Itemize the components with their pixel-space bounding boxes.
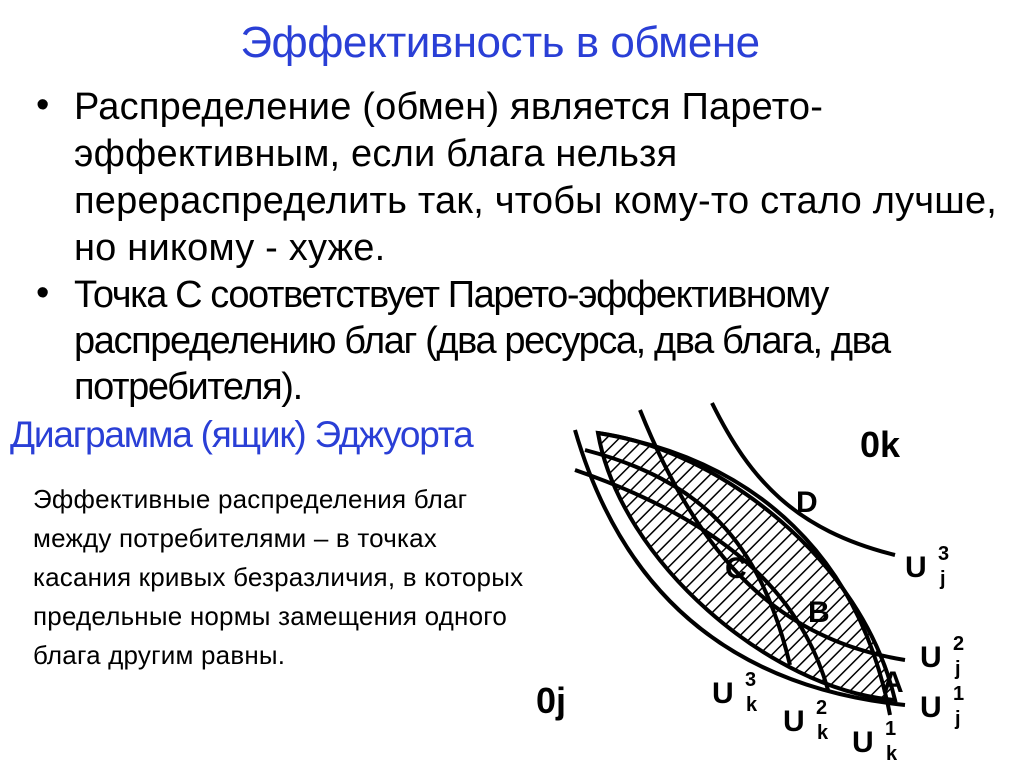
curve-label-uk2 <box>783 697 829 744</box>
bullet-text: Распределение (обмен) является Парето-эффективным, если блага нельзя перераспределить так, чтобы кому-то стало лучше, но никому - хуже. <box>74 86 998 269</box>
bullet-item <box>30 272 1020 410</box>
svg-text:k: k <box>817 722 829 744</box>
bullet-dot: • <box>36 84 50 126</box>
svg-text:2: 2 <box>953 633 965 655</box>
svg-text:U: U <box>852 726 874 759</box>
svg-text:U: U <box>712 677 734 710</box>
origin-j-label: 0j <box>536 680 567 721</box>
point-label-d: D <box>796 486 818 519</box>
diagram-description: Эффективные распределения благ между потребителями – в точках касания кривых безразличия, в которых предельные нормы замещения одного блага другим равны. <box>33 484 524 670</box>
slide-title: Эффективность в обмене <box>240 18 760 67</box>
svg-text:j: j <box>940 568 946 590</box>
svg-text:1: 1 <box>885 718 897 740</box>
svg-text:j: j <box>955 658 961 680</box>
svg-text:j: j <box>955 708 961 730</box>
svg-text:U: U <box>905 551 927 584</box>
point-label-a: A <box>882 666 904 699</box>
point-label-b: B <box>808 596 830 629</box>
svg-text:U: U <box>920 691 942 724</box>
svg-text:U: U <box>783 705 805 738</box>
svg-text:3: 3 <box>745 669 757 691</box>
bullet-list <box>30 84 1020 410</box>
curve-label-uj1 <box>920 683 964 730</box>
bullet-dot: • <box>36 272 48 314</box>
diagram-subtitle: Диаграмма (ящик) Эджуорта <box>10 414 473 455</box>
curve-label-uk1 <box>852 718 898 765</box>
svg-text:3: 3 <box>938 543 950 565</box>
curve-label-uj2 <box>920 633 964 680</box>
svg-text:k: k <box>746 694 758 716</box>
bullet-item <box>30 84 1020 272</box>
bullet-text: Точка С соответствует Парето-эффективному распределению благ (два ресурса, два блага, два потребителя). <box>74 274 890 408</box>
svg-text:U: U <box>920 641 942 674</box>
svg-text:k: k <box>886 743 898 765</box>
svg-text:1: 1 <box>953 683 965 705</box>
edgeworth-box-diagram <box>555 395 1015 768</box>
origin-k-label: 0k <box>860 424 901 465</box>
curve-label-uk3 <box>712 669 758 716</box>
svg-text:2: 2 <box>816 697 828 719</box>
point-label-c: C <box>725 552 747 585</box>
curve-label-uj3 <box>905 543 949 590</box>
